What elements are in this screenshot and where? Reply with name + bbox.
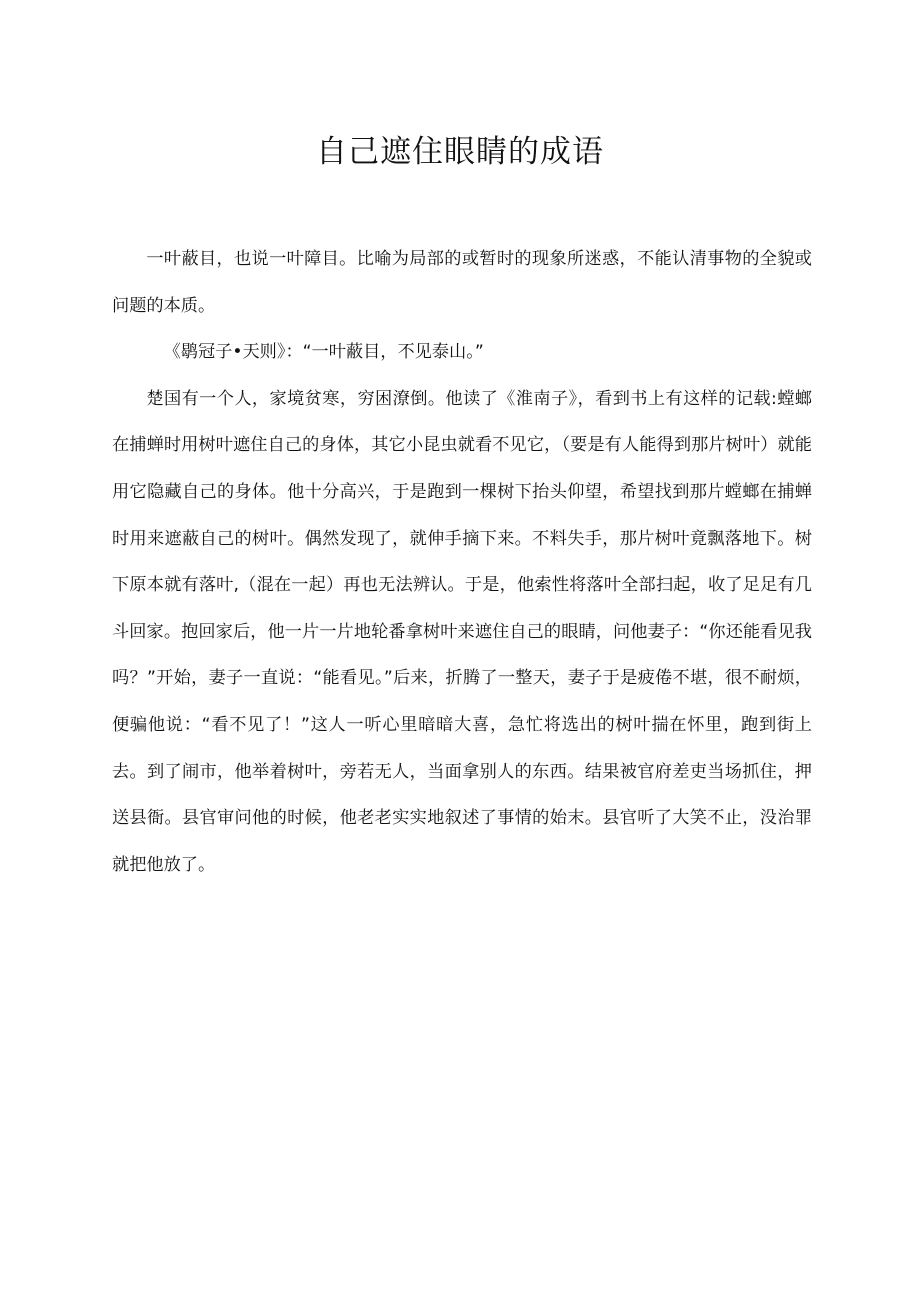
story-paragraph: 楚国有一个人，家境贫寒，穷困潦倒。他读了《淮南子》，看到书上有这样的记载:螳螂在捕蝉时用树叶遮住自己的身体，其它小昆虫就看不见它，（要是有人能得到那片树叶）就能用它隐藏自己的身体。他十分高兴，于是跑到一棵树下抬头仰望，希望找到那片螳螂在捕蝉时用来遮蔽自己的树叶。偶然发现了，就伸手摘下来。不料失手，那片树叶竟飘落地下。树下原本就有落叶,（混在一起）再也无法辨认。于是，他索性将落叶全部扫起，收了足足有几斗回家。抱回家后，他一片一片地轮番拿树叶来遮住自己的眼睛，问他妻子：“你还能看见我吗？”开始，妻子一直说：“能看见。”后来，折腾了一整天，妻子于是疲倦不堪，很不耐烦，便骗他说：“看不见了！”这人一听心里暗暗大喜，急忙将选出的树叶揣在怀里，跑到街上去。到了闹市，他举着树叶，旁若无人，当面拿别人的东西。结果被官府差吏当场抓住，押送县衙。县官审问他的时候，他老老实实地叙述了事情的始末。县官听了大笑不止，没治罪就把他放了。 bbox=[112, 388, 812, 875]
source-quote-paragraph: 《鹖冠子•天则》：“一叶蔽目，不见泰山。” bbox=[163, 342, 484, 363]
definition-paragraph: 一叶蔽目，也说一叶障目。比喻为局部的或暂时的现象所迷惑，不能认清事物的全貌或问题的本质。 bbox=[112, 249, 812, 316]
document-title: 自己遮住眼睛的成语 bbox=[316, 134, 604, 170]
document-body bbox=[112, 236, 812, 888]
